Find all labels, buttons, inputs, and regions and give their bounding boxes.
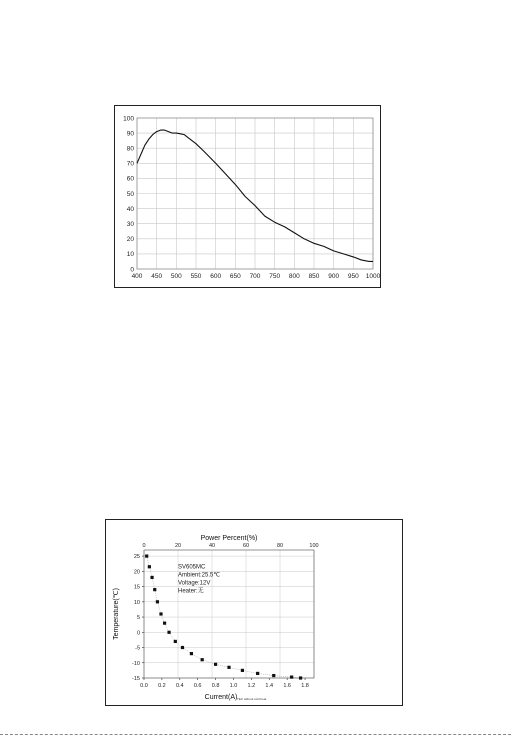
y-tick-label: 20 — [126, 236, 134, 244]
x-tick-label: 1.0 — [229, 683, 238, 689]
x-axis-subtitle: TEC without cold heat — [237, 697, 267, 701]
x-tick-label: 0.8 — [211, 683, 220, 689]
data-point — [290, 675, 293, 678]
y-tick-label: 0 — [136, 630, 140, 637]
x-tick-label: 400 — [131, 273, 143, 280]
data-point — [227, 666, 230, 669]
y-tick-label: 5 — [136, 615, 140, 622]
x2-tick-label: 60 — [242, 543, 250, 549]
data-point — [153, 588, 156, 591]
data-point — [163, 622, 166, 625]
x-tick-label: 500 — [170, 273, 182, 280]
data-point — [150, 576, 153, 579]
y-tick-label: -5 — [135, 645, 140, 652]
x-tick-label: 850 — [308, 273, 320, 280]
y-tick-label: 80 — [126, 145, 134, 153]
x-tick-label: 1.8 — [301, 683, 309, 689]
data-point — [145, 554, 148, 557]
data-point — [190, 652, 193, 655]
x2-tick-label: 80 — [276, 543, 284, 549]
x-tick-label: 950 — [347, 273, 359, 280]
x-tick-label: 1.2 — [247, 683, 256, 689]
x-tick-label: 550 — [190, 273, 202, 280]
y-tick-label: 25 — [133, 554, 140, 561]
x-tick-label: 0.2 — [158, 683, 166, 689]
x-tick-label: 900 — [328, 273, 340, 280]
x-tick-label: 700 — [249, 273, 261, 280]
x-tick-label: 0.4 — [175, 683, 184, 689]
data-point — [181, 646, 184, 649]
y-tick-label: 70 — [126, 160, 134, 168]
y-tick-label: 90 — [126, 130, 134, 138]
x-axis-title: Current(A) — [204, 694, 238, 701]
data-point — [159, 612, 162, 615]
y-axis-title: Temperature(℃) — [113, 588, 120, 640]
y-tick-label: 20 — [133, 569, 140, 576]
data-point — [148, 565, 151, 568]
x-tick-label: 0.0 — [140, 683, 148, 689]
x-tick-label: 750 — [269, 273, 281, 280]
data-point — [272, 674, 275, 677]
data-point — [241, 669, 244, 672]
y-tick-label: 10 — [126, 251, 134, 259]
plot-area-border — [144, 550, 314, 678]
data-point — [214, 663, 217, 666]
y-tick-label: -15 — [132, 676, 140, 682]
page-divider — [0, 734, 511, 735]
annotation-text: Ambient:25.5℃ — [178, 572, 221, 579]
x2-tick-label: 40 — [208, 543, 216, 549]
y-tick-label: 60 — [126, 175, 134, 183]
annotation-text: Voltage:12V — [178, 580, 211, 587]
x-tick-label: 600 — [210, 273, 222, 280]
y-tick-label: 10 — [133, 599, 140, 606]
x2-tick-label: 20 — [174, 543, 182, 549]
scatter-chart — [106, 520, 404, 707]
data-point — [174, 640, 177, 643]
data-point — [201, 658, 204, 661]
x2-tick-label: 100 — [309, 543, 319, 549]
x-tick-label: 1000 — [365, 273, 381, 280]
x-tick-label: 450 — [151, 273, 163, 280]
annotation-text: SV605MC — [178, 564, 206, 571]
x-tick-label: 800 — [288, 273, 300, 280]
chart-panel-temperature — [105, 519, 403, 706]
y-tick-label: 50 — [126, 190, 134, 198]
x-tick-label: 1.6 — [283, 683, 291, 689]
data-point — [256, 672, 259, 675]
y-tick-label: 40 — [126, 205, 134, 213]
chart-panel-transmission — [114, 105, 381, 288]
x-tick-label: 650 — [229, 273, 241, 280]
y-tick-label: 30 — [126, 221, 134, 228]
line-chart — [115, 106, 382, 289]
data-point — [299, 676, 302, 679]
x-tick-label: 0.6 — [193, 683, 202, 689]
data-point — [156, 600, 159, 603]
annotation-text: Heater:无 — [178, 588, 204, 595]
x2-axis-title: Power Percent(%) — [200, 535, 258, 542]
data-point — [167, 631, 170, 634]
x-tick-label: 1.4 — [265, 683, 274, 689]
y-tick-label: 0 — [130, 266, 134, 274]
y-tick-label: -10 — [132, 660, 140, 667]
y-tick-label: 15 — [133, 584, 140, 591]
y-tick-label: 100 — [123, 115, 134, 123]
x2-tick-label: 0 — [142, 543, 146, 549]
